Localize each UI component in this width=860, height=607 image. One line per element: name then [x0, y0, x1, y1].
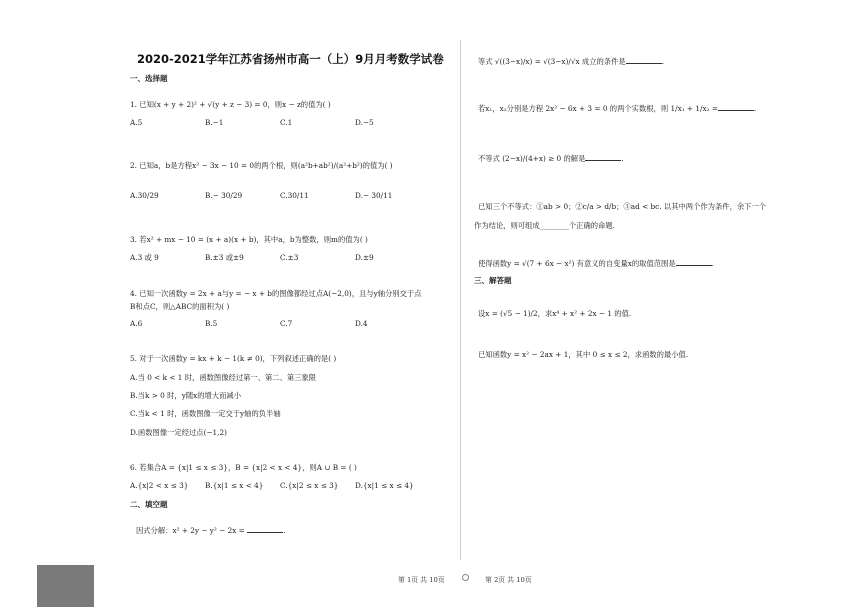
question-8-text: 等式 √((3−x)/x) = √(3−x)/√x 成立的条件是: [478, 57, 626, 66]
question-11-line1: 已知三个不等式：①ab > 0；②c/a > d/b；③ad < bc. 以其中两个作为条件，余下一个: [478, 202, 767, 211]
question-3-option-a: A.3 或 9: [130, 253, 159, 262]
question-2-option-b: B.− 30/29: [205, 191, 243, 200]
question-12: 使得函数y = √(7 + 6x − x²) 有意义的自变量x的取值范围是 .: [478, 259, 714, 268]
question-12-text: 使得函数y = √(7 + 6x − x²) 有意义的自变量x的取值范围是: [478, 259, 676, 268]
question-6-stem: 6. 若集合A = {x|1 ≤ x ≤ 3}，B = {x|2 < x < 4}，则A ∪ B = ( ): [130, 463, 357, 472]
right-page: [460, 0, 860, 607]
question-1-option-a: A.5: [130, 118, 143, 127]
page-title: 2020-2021学年江苏省扬州市高一（上）9月月考数学试卷: [137, 52, 444, 66]
question-5-option-d: D.函数图像一定经过点(−1,2): [130, 428, 227, 437]
question-3-option-c: C.±3: [280, 253, 299, 262]
question-4-option-a: A.6: [130, 319, 143, 328]
footer-page-right: 第 2页 共 10页: [485, 576, 532, 584]
question-2-option-c: C.30/11: [280, 191, 309, 200]
question-1-option-c: C.1: [280, 118, 293, 127]
question-13: 设x = (√5 − 1)/2，求x⁴ + x² + 2x − 1 的值.: [478, 309, 632, 318]
section-choice-heading: 一、选择题: [130, 74, 168, 83]
question-2-option-d: D.− 30/11: [355, 191, 393, 200]
question-1-option-d: D.−5: [355, 118, 374, 127]
question-7-text: 因式分解：x² + 2y − y² − 2x =: [136, 526, 248, 535]
footer-page-left: 第 1页 共 10页: [398, 576, 445, 584]
section-fill-heading: 二、填空题: [130, 500, 168, 509]
question-6-option-d: D.{x|1 ≤ x ≤ 4}: [355, 481, 414, 490]
answer-blank: [676, 257, 712, 266]
question-4-stem-line1: 4. 已知一次函数y = 2x + a与y = − x + b的图像都经过点A(−2,0)，且与y轴分别交于点: [130, 289, 422, 298]
question-5-stem: 5. 对于一次函数y = kx + k − 1(k ≠ 0)，下列叙述正确的是( ): [130, 354, 337, 363]
answer-blank: [718, 102, 754, 111]
question-3-stem: 3. 若x² + mx − 10 = (x + a)(x + b)，其中a，b为整数，则m的值为( ): [130, 235, 368, 244]
question-10-text: 不等式 (2−x)/(4+x) ≥ 0 的解是: [478, 154, 586, 163]
section-answer-heading: 三、解答题: [474, 276, 512, 285]
answer-blank: [247, 524, 283, 533]
question-6-option-c: C.{x|2 ≤ x ≤ 3}: [280, 481, 339, 490]
question-2-stem: 2. 已知a，b是方程x² − 3x − 10 = 0的两个根，则(a²b+ab²)/(a²+b²)的值为( ): [130, 161, 393, 170]
question-3-option-d: D.±9: [355, 253, 374, 262]
answer-blank: [585, 152, 621, 161]
question-5-option-c: C.当k < 1 时，函数图像一定交于y轴的负半轴: [130, 409, 281, 418]
question-5-option-a: A.当 0 < k < 1 时，函数图像经过第一、第二、第三象限: [130, 373, 317, 382]
question-14: 已知函数y = x² − 2ax + 1，其中 0 ≤ x ≤ 2，求函数的最小值.: [478, 350, 689, 359]
question-8: 等式 √((3−x)/x) = √(3−x)/√x 成立的条件是 .: [478, 57, 665, 66]
question-4-option-d: D.4: [355, 319, 368, 328]
question-9-text: 若x₁，x₂分别是方程 2x² − 6x + 3 = 0 的两个实数根，则 1/x₁ + 1/x₂ =: [478, 104, 718, 113]
question-4-option-c: C.7: [280, 319, 293, 328]
question-4-option-b: B.5: [205, 319, 218, 328]
question-3-option-b: B.±3 或±9: [205, 253, 244, 262]
question-5-option-b: B.当k > 0 时，y随x的增大而减小: [130, 391, 242, 400]
answer-blank: [626, 55, 662, 64]
question-6-option-a: A.{x|2 < x ≤ 3}: [130, 481, 189, 490]
question-2-option-a: A.30/29: [130, 191, 159, 200]
question-11-line2: 作为结论，则可组成________个正确的命题.: [474, 221, 615, 230]
question-4-stem-line2: B和点C，则△ABC的面积为( ): [130, 302, 230, 311]
question-6-option-b: B.{x|1 ≤ x < 4}: [205, 481, 264, 490]
question-1-stem: 1. 已知(x + y + 2)² + √(y + z − 3) = 0，则x − z的值为( ): [130, 100, 331, 109]
question-1-option-b: B.−1: [205, 118, 224, 127]
question-10: 不等式 (2−x)/(4+x) ≥ 0 的解是 .: [478, 154, 624, 163]
question-7: 因式分解：x² + 2y − y² − 2x = .: [136, 526, 286, 535]
question-9: 若x₁，x₂分别是方程 2x² − 6x + 3 = 0 的两个实数根，则 1/x₁ + 1/x₂ = .: [478, 104, 757, 113]
thumbnail-placeholder: [37, 565, 94, 607]
